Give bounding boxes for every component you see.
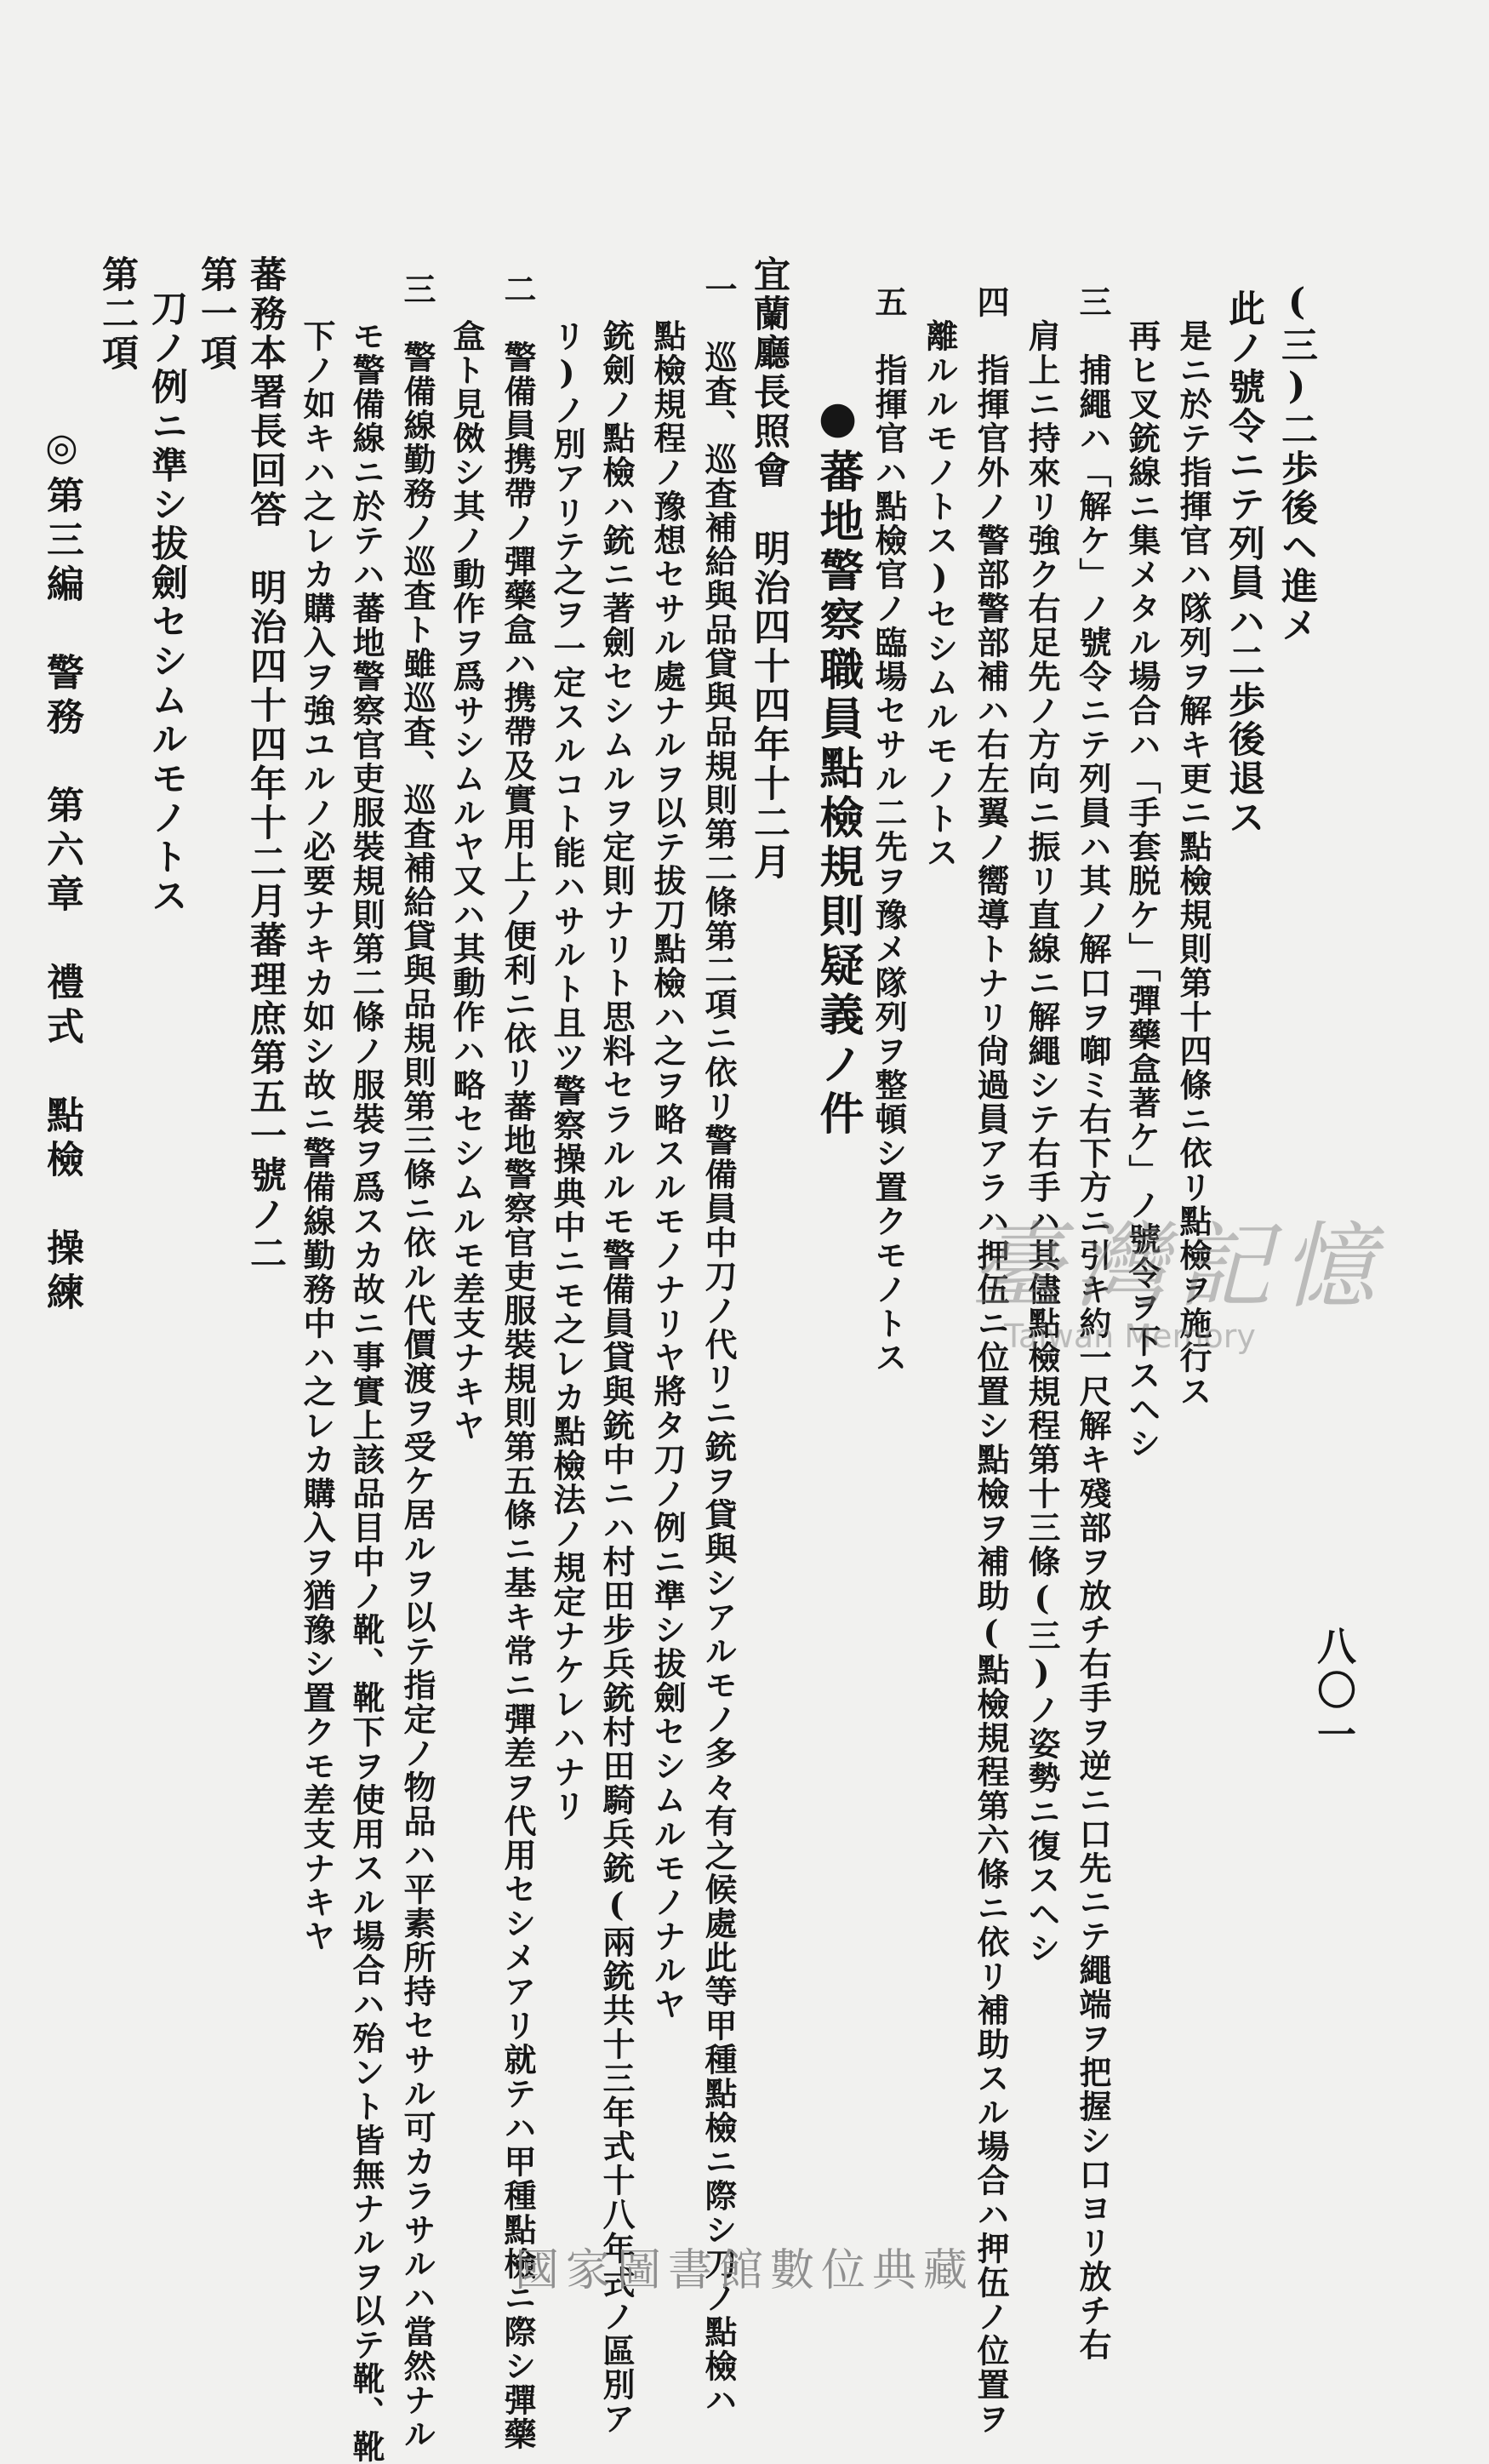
- text-column-1: (三)二歩後ヘ進メ: [1275, 281, 1318, 645]
- text-column-11: 一 巡査、巡査補給與品貸與品規則第二條第二項ニ依リ警備員中刀ノ代リニ銃ヲ貸與シアルモノ多々有之候處此等甲種點檢ニ際シ刀ノ點檢ハ: [699, 272, 738, 2417]
- text-column-19: 下ノ如キハ之レカ購入ヲ強ユルノ必要ナキカ如シ故ニ警備線勤務中ハ之レカ購入ヲ猶豫シ置クモ差支ナキヤ: [298, 319, 336, 1953]
- text-column-20: 蕃務本署長回答 明治四十四年十二月蕃理庶第五一號ノ二: [244, 255, 287, 1273]
- archive-stamp: 國家圖書館數位典藏: [514, 2245, 974, 2296]
- text-column-2: 此ノ號令ニテ列員ハ二歩後退ス: [1223, 289, 1265, 838]
- text-column-13: 銃劍ノ點檢ハ銃ニ著劍セシムルヲ定則ナリト思料セラルルモ警備員貸與銃中ニハ村田步兵銃村田騎兵銃(兩銃共十三年式十八年式ノ區別ア: [597, 319, 636, 2436]
- text-column-18: モ警備線ニ於テハ蕃地警察官吏服裝規則第二條ノ服裝ヲ爲スカ故ニ事實上該品目中ノ靴、靴下ヲ使用スル場合ハ殆ント皆無ナルヲ以テ靴、靴: [347, 319, 385, 2464]
- watermark-main-text: 臺灣記憶: [970, 1212, 1385, 1321]
- text-column-15: 二 警備員携帶ノ彈藥盒ハ携帶及實用上ノ便利ニ依リ蕃地警察官吏服裝規則第五條ニ基キ常ニ彈差ヲ代用セシメアリ就テハ甲種點檢ニ際シ彈藥: [499, 272, 537, 2451]
- text-column-9: 五 指揮官ハ點檢官ノ臨場セサル二先ヲ豫メ隊列ヲ整頓シ置クモノトス: [870, 285, 908, 1375]
- text-column-7: 四 指揮官外ノ警部警部補ハ右左翼ノ嚮導トナリ尙過員アラハ押伍ニ位置シ點檢ヲ補助(點檢規程第六條ニ依リ補助スル場合ハ押伍ノ位置ヲ: [972, 285, 1010, 2436]
- text-column-4: 再ヒ叉銃線ニ集メタル場合ハ「手套脱ケ」「彈藥盒著ケ」ノ號令ヲ下スヘシ: [1123, 319, 1161, 1461]
- text-column-23: 第二項: [96, 255, 139, 373]
- page-number: 八〇一: [1311, 1626, 1357, 1758]
- text-column-12: 點檢規程ノ豫想セサル處ナルヲ以テ拔刀點檢ハ之ヲ略スルモノナリヤ將タ刀ノ例ニ準シ拔劍セシムルモノナルヤ: [648, 319, 687, 2021]
- text-column-5: 三 捕繩ハ「解ケ」ノ號令ニテ列員ハ其ノ解口ヲ啣ミ右下方ニ引キ約一尺解キ殘部ヲ放チ右手ヲ逆ニ口先ニテ繩端ヲ把握シ口ヨリ放チ右: [1074, 285, 1112, 2362]
- text-column-14: リ)ノ別アリテ之ヲ一定スルコト能ハサルト且ツ警察操典中ニモ之レカ點檢法ノ規定ナケレハナリ: [548, 319, 586, 1823]
- taiwan-memory-watermark: [970, 1192, 1395, 1353]
- section-heading: ●蕃地警察職員點檢規則疑義ノ件: [812, 392, 864, 1140]
- text-column-21: 第一項: [195, 255, 237, 373]
- text-column-17: 三 警備線勤務ノ巡査ト雖巡査、巡査補給貸與品規則第三條ニ依ル代價渡ヲ受ケ居ルヲ以テ指定ノ物品ハ平素所持セサル可カラサルハ當然ナル: [398, 272, 436, 2451]
- text-column-3: 是ニ於テ指揮官ハ隊列ヲ解キ更ニ點檢規則第十四條ニ依リ點檢ヲ施行ス: [1174, 319, 1212, 1409]
- running-footer: ◎第三編 警務 第六章 禮式 點檢 操練: [40, 426, 83, 1317]
- text-column-22: 刀ノ例ニ準シ拔劍セシムルモノトス: [145, 289, 188, 916]
- text-column-16: 盒ト見傚シ其ノ動作ヲ爲サシムルヤ又ハ其動作ハ略セシムルモ差支ナキヤ: [448, 319, 486, 1443]
- watermark-sub-text: Taiwan Memory: [1004, 1318, 1256, 1355]
- text-column-8: 離ルルモノトス)セシムルモノトス: [921, 319, 959, 870]
- text-column-10: 宜蘭廳長照會 明治四十四年十二月: [748, 255, 790, 882]
- text-column-6: 肩上ニ持來リ強ク右足先ノ方向ニ振リ直線ニ解繩シテ右手ハ其儘點檢規程第十三條(三)ノ姿勢ニ復スヘシ: [1023, 319, 1061, 1965]
